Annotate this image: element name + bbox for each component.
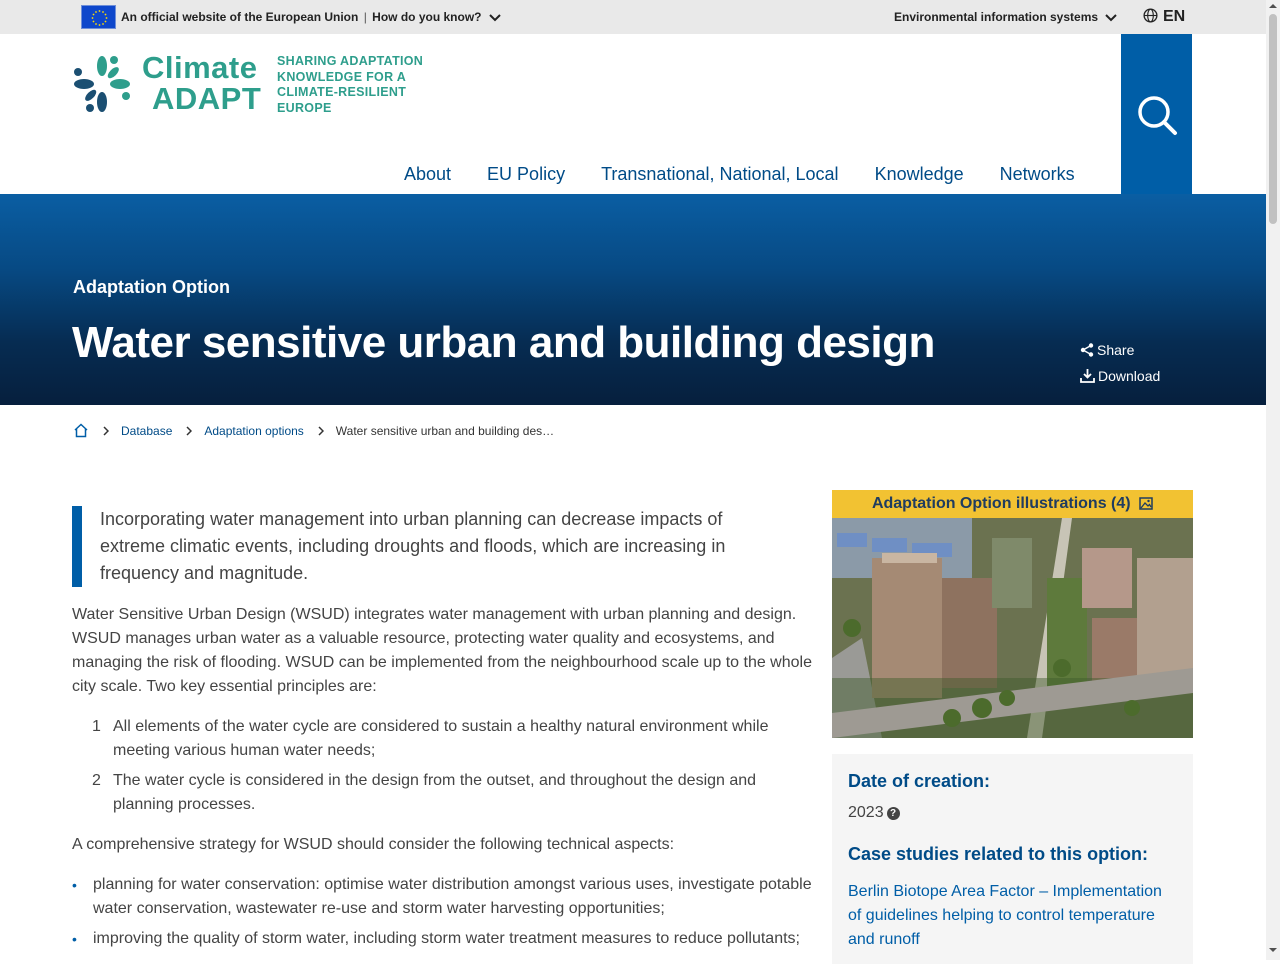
chevron-right-icon [318, 426, 324, 436]
list-item [72, 927, 817, 951]
principles-list [92, 715, 792, 823]
search-button[interactable] [1121, 34, 1192, 194]
option-metadata [832, 754, 1193, 964]
case-study-link[interactable]: Berlin Biotope Area Factor – Implementation of guidelines helping to control temperature and runoff [848, 883, 1162, 948]
eu-top-bar [0, 0, 1266, 34]
image-icon [1139, 497, 1153, 510]
nav-item-transnational[interactable]: Transnational, National, Local [601, 164, 839, 184]
list-item-text: All elements of the water cycle are considered to sustain a healthy natural environment while meeting various human water needs; [113, 718, 769, 759]
list-item-text: improving the quality of storm water, including storm water treatment measures to reduce pollutants; [93, 930, 800, 947]
bullet-icon: • [72, 931, 77, 947]
environmental-systems-dropdown[interactable] [894, 10, 1117, 24]
intro-paragraph: Water Sensitive Urban Design (WSUD) integrates water management with urban planning and design. WSUD manages urban water as a valuable resource, protecting water quality and ecosystems, and managing the risk of flooding. WSUD can be implemented from the neighbourhood scale up to the whole city scale. Two key essential principles are: [72, 606, 812, 695]
eu-flag-icon [81, 5, 116, 29]
eu-official-notice [121, 10, 501, 24]
share-icon [1080, 343, 1094, 357]
aspects-intro-paragraph: A comprehensive strategy for WSUD should consider the following technical aspects: [72, 836, 675, 853]
climate-adapt-logo-icon [72, 54, 132, 114]
scroll-down-icon[interactable] [1269, 946, 1277, 954]
bullet-icon: • [72, 877, 77, 893]
nav-item-networks[interactable]: Networks [999, 164, 1075, 184]
breadcrumb-database[interactable]: Database [121, 423, 173, 438]
logo-tagline: SHARING ADAPTATION KNOWLEDGE FOR A CLIMATE-RESILIENT EUROPE [277, 54, 424, 115]
date-heading: Date of creation: [848, 771, 991, 791]
date-text: 2023 [848, 804, 884, 821]
list-item [72, 873, 817, 921]
chevron-right-icon [186, 426, 192, 436]
scrollbar-thumb[interactable] [1269, 14, 1277, 224]
list-item-text: planning for water conservation: optimise water distribution amongst various uses, investigate potable water conservation, wastewater re-use and storm water harvesting opportunities; [93, 876, 812, 917]
list-number: 1 [92, 718, 101, 735]
breadcrumb-adaptation-options[interactable]: Adaptation options [204, 423, 304, 438]
environmental-systems-label: Environmental information systems [894, 10, 1099, 24]
download-label: Download [1098, 368, 1161, 384]
scroll-up-icon[interactable] [1269, 2, 1277, 10]
language-selector[interactable] [1143, 8, 1185, 26]
lead-paragraph: Incorporating water management into urban planning can decrease impacts of extreme climatic events, including droughts and floods, which are increasing in frequency and magnitude. [72, 506, 780, 587]
case-studies-heading: Case studies related to this option: [848, 844, 1149, 864]
list-number: 2 [92, 772, 101, 789]
share-button[interactable] [1080, 337, 1160, 363]
list-item-text: The water cycle is considered in the design from the outset, and throughout the design and planning processes. [113, 772, 757, 813]
help-icon[interactable]: ? [887, 807, 900, 820]
how-do-you-know-link[interactable] [372, 10, 501, 24]
list-item [92, 769, 792, 817]
illustrations-header[interactable] [832, 490, 1193, 518]
content-type-label: Adaptation Option [73, 277, 230, 297]
aerial-city-photo [832, 518, 1193, 738]
logo-word-climate: Climate [142, 50, 258, 85]
home-icon[interactable] [73, 423, 89, 438]
breadcrumb [73, 423, 554, 438]
logo-wordmark [142, 52, 261, 114]
climate-adapt-logo[interactable] [72, 52, 432, 122]
how-do-you-know-label: How do you know? [372, 10, 482, 24]
aspects-list [72, 873, 817, 957]
language-code: EN [1163, 8, 1186, 25]
illustration-image[interactable] [832, 518, 1193, 738]
chevron-right-icon [103, 426, 109, 436]
date-value [848, 804, 900, 822]
illustrations-label: Adaptation Option illustrations (4) [871, 495, 1131, 512]
chevron-down-icon [489, 14, 501, 22]
nav-item-about[interactable]: About [404, 164, 452, 184]
list-item [92, 715, 792, 763]
breadcrumb-current: Water sensitive urban and building des… [335, 423, 555, 438]
hero-actions [1080, 337, 1160, 389]
search-icon [1136, 94, 1178, 136]
nav-item-knowledge[interactable]: Knowledge [874, 164, 964, 184]
nav-item-eu-policy[interactable]: EU Policy [487, 164, 566, 184]
logo-word-adapt: ADAPT [152, 81, 262, 116]
separator: | [363, 10, 367, 24]
eu-official-text: An official website of the European Union [121, 10, 359, 24]
share-label: Share [1097, 342, 1135, 358]
page-scrollbar[interactable] [1266, 0, 1280, 960]
page-title: Water sensitive urban and building design [72, 318, 935, 367]
chevron-down-icon [1105, 14, 1117, 22]
main-navigation [386, 164, 1093, 185]
download-icon [1080, 369, 1095, 383]
page-hero [0, 194, 1266, 405]
download-button[interactable] [1080, 363, 1160, 389]
globe-icon [1143, 8, 1158, 23]
